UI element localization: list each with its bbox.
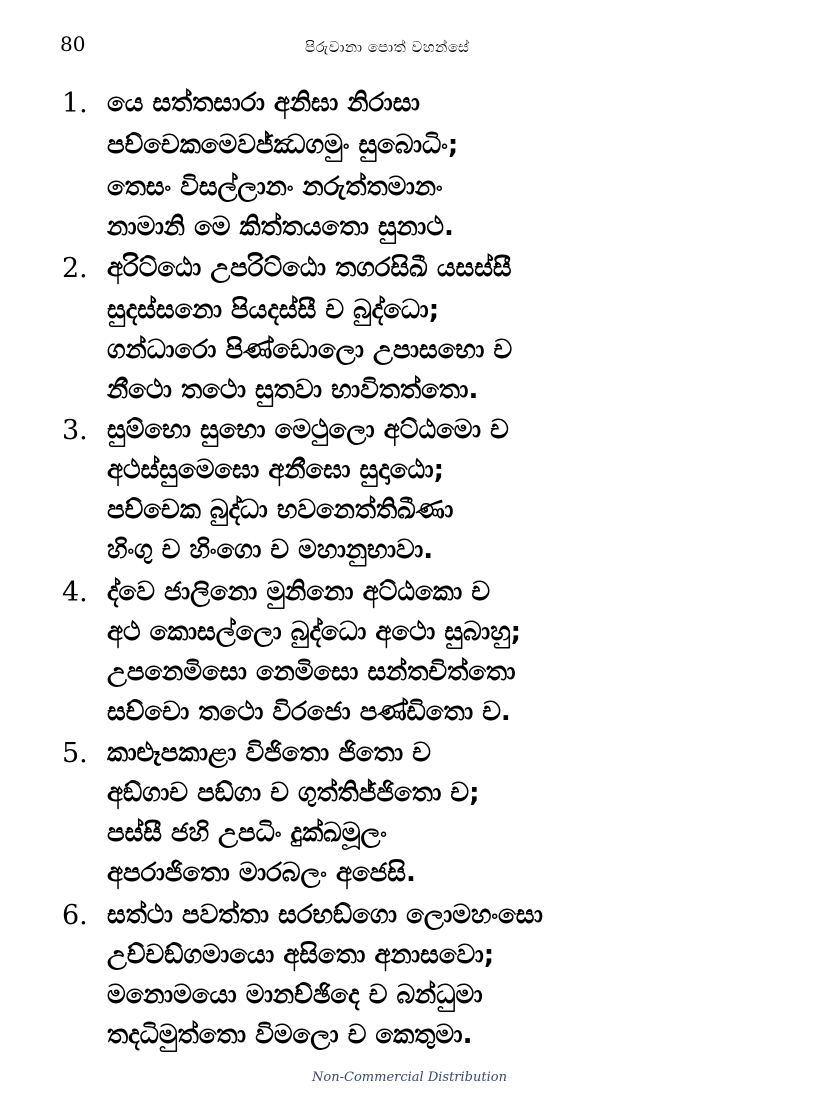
verse-line: හිංගු ච හිංගො ච මහානුභාවා. xyxy=(107,535,434,565)
verse-line: අපරාජිතො මාරබලං අජෙසි. xyxy=(107,858,416,888)
verse-line: පච්චෙකමෙවජ්ඣගමුං සුබොධිං; xyxy=(107,130,459,160)
verse-line: නාමානි මෙ කිත්තයතො සුනාථ. xyxy=(107,212,454,242)
verse-line: යෙ සත්තසාරා අනිඝා නිරාසා xyxy=(107,88,420,118)
verse-number: 3. xyxy=(62,415,88,446)
verse-line: උච්චඞ්ගමායො අසිතො අනාසවො; xyxy=(107,940,495,970)
verse-number: 6. xyxy=(62,900,88,931)
verse-line: තදධිමුත්තො විමලො ච කෙතුමා. xyxy=(107,1020,473,1050)
verse-number: 1. xyxy=(62,88,88,119)
verse-line: පස්සී ජහි උපධිං දුක්ඛමූලං xyxy=(107,818,387,848)
verse-line: සත්ථා පවත්තා සරභඞ්ගො ලොමහංසො xyxy=(107,900,543,930)
page-number: 80 xyxy=(60,32,86,56)
verse-line: අඞ්ගාච පඞ්ගා ච ගුත්තිජ්ජිතො ච; xyxy=(107,778,480,808)
verse-number: 2. xyxy=(62,253,88,284)
verse-line: නීථො තථො සුතවා භාවිතත්තො. xyxy=(107,375,479,405)
verse-number: 5. xyxy=(62,738,88,769)
verse-line: අරිට්ඨො උපරිට්ඨො තගරසිඛී යසස්සී xyxy=(107,253,512,283)
verse-line: අථස්සුමෙඝො අනීඝො සුදාඨො; xyxy=(107,455,445,485)
verse-line: සුදස්සනො පියදස්සී ච බුද්ධො; xyxy=(107,295,440,325)
verse-line: සුම්භො සුභො මෙථුලො අට්ඨමො ච xyxy=(107,415,509,445)
verse-number: 4. xyxy=(62,577,88,608)
verse-line: තෙසං විසල්ලානං නරුත්තමානං xyxy=(107,172,443,202)
verse-line: කාළූපකාළා විජිතො ජිතො ච xyxy=(107,738,431,768)
running-header: පිරුවානා පොත් වහන්සේ xyxy=(305,38,470,56)
footer-distribution-note xyxy=(0,1070,827,1085)
verse-line: ද්වෙ ජාලිනො මුනිනො අට්ඨකො ච xyxy=(107,577,491,607)
verse-line: සච්චො තථො විරජො පණ්ඩිතො ච. xyxy=(107,697,511,727)
footer-text: Non-Commercial Distribution xyxy=(312,1070,507,1085)
verse-line: අථ කොසල්ලො බුද්ධො අථො සුබාහු; xyxy=(107,617,522,647)
verse-line: මනොමයො මානච්ඡිදෙ ච බන්ධුමා xyxy=(107,980,483,1010)
verse-line: ගන්ධාරො පිණ්ඩොලො උපාසභො ච xyxy=(107,335,513,365)
verse-line: පච්චෙක බුද්ධා භවනෙත්තිඛීණා xyxy=(107,495,454,525)
verse-line: උපනෙමිසො නෙමිසො සන්තචිත්තො xyxy=(107,657,516,687)
